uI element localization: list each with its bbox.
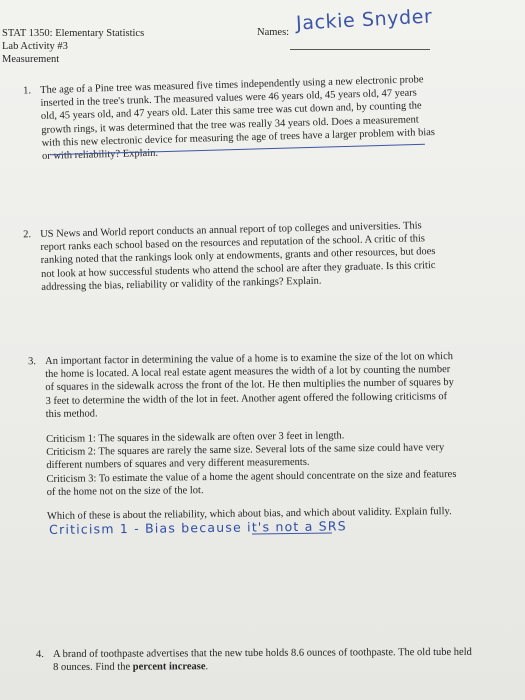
question-text bbox=[53, 646, 473, 675]
course-title: STAT 1350: Elementary Statistics bbox=[2, 28, 145, 39]
activity-title: Lab Activity #3 bbox=[2, 41, 68, 52]
question-3 bbox=[28, 350, 457, 538]
question-prompt: Which of these is about the reliability, which about bias, and which about validity. Explain fully. bbox=[46, 506, 452, 523]
handwritten-underline bbox=[252, 532, 332, 534]
question-text: An important factor in determining the value of a home is to examine the size of the lot on which the home is located. A local real estate agent measures the width of a lot by counting the number of squares in the sidewalk across the front of the lot. He then multiplies the number of squares by 3 feet to determine the width of the lot in feet. Another agent offered the following criticisms of this method. bbox=[45, 351, 454, 420]
question-text-emphasis: percent increase bbox=[132, 661, 206, 673]
names-underline bbox=[290, 49, 430, 50]
header-block bbox=[2, 27, 144, 66]
names-label: Names: bbox=[257, 27, 290, 38]
criticism-1: Criticism 1: The squares in the sidewalk are often over 3 feet in length. bbox=[45, 430, 345, 446]
handwritten-name: Jackie Snyder bbox=[295, 5, 433, 35]
question-number: 3. bbox=[28, 356, 37, 368]
topic-title: Measurement bbox=[2, 54, 60, 65]
question-text: The age of a Pine tree was measured five times independently using a new electronic probe inserted in the tree's trunk. The measured values were 46 years old, 45 years old, 47 years old, 45 years old, and 47 years old. Later this same tree was cut down and, by counting the growth rings, it was determined that the tree was really 34 years old. Does a measurement with this new electronic device for measuring the age of trees have a larger problem with bias or with reliability? Explain. bbox=[40, 74, 436, 162]
question-text-end: . bbox=[205, 661, 209, 673]
question-number: 1. bbox=[23, 85, 32, 97]
question-2 bbox=[23, 219, 441, 294]
criticism-3: Criticism 3: To estimate the value of a home the agent should concentrate on the size and features of the home not on the size of the lot. bbox=[46, 468, 457, 498]
question-text-start: A brand of toothpaste advertises that the new tube holds 8.6 ounces of toothpaste. The old tube held 8 ounces. Find the bbox=[53, 646, 472, 674]
question-number: 4. bbox=[36, 649, 44, 661]
question-4 bbox=[36, 646, 473, 675]
question-text: US News and World report conducts an annual report of top colleges and universities. This report ranks each school based on the resources and reputation of the school. A critic of this ranking noted that the rankings look only at endowments, grants and other resources, but does not look at how successful students who attend the school are after they graduate. Is this critic addressing the bias, reliability or validity of the rankings? Explain. bbox=[40, 220, 436, 293]
question-number: 2. bbox=[23, 229, 32, 241]
handwritten-answer: Criticism 1 - Bias because it's not a SRS bbox=[49, 518, 347, 538]
criticism-2: Criticism 2: The squares are rarely the same size. Several lots of the same size could have very different numbers of squares and very different measurements. bbox=[46, 442, 445, 472]
